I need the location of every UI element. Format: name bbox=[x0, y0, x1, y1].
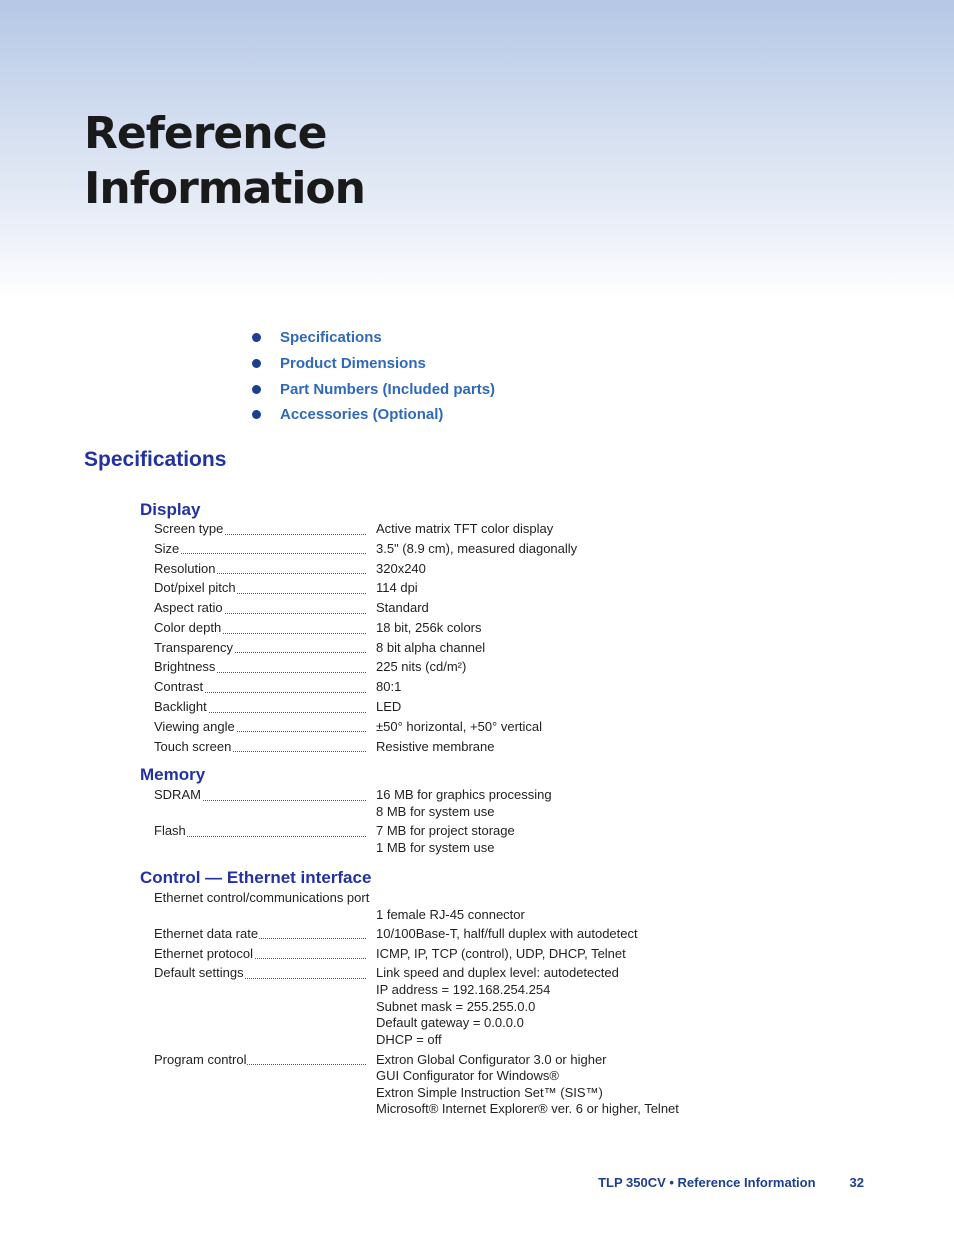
spec-value: 16 MB for graphics processing bbox=[376, 787, 552, 802]
toc-item bbox=[252, 325, 495, 351]
spec-row bbox=[154, 640, 774, 657]
display-spec-table bbox=[154, 521, 774, 755]
footer-text: TLP 350CV • Reference Information bbox=[598, 1175, 816, 1190]
spec-label: Transparency bbox=[154, 639, 233, 655]
spec-row bbox=[154, 907, 774, 924]
spec-value: Default gateway = 0.0.0.0 bbox=[376, 1015, 524, 1031]
toc-item bbox=[252, 402, 495, 428]
spec-row bbox=[154, 561, 774, 578]
spec-value: 320x240 bbox=[376, 560, 426, 576]
page-footer bbox=[598, 1175, 864, 1190]
toc-link-specifications[interactable]: Specifications bbox=[280, 329, 382, 347]
bullet-icon bbox=[252, 333, 261, 342]
section-heading-specifications: Specifications bbox=[84, 448, 227, 471]
spec-value: 7 MB for project storage bbox=[376, 823, 515, 839]
spec-row bbox=[154, 580, 774, 597]
spec-value: ±50° horizontal, +50° vertical bbox=[376, 718, 543, 734]
toc-link-accessories[interactable]: Accessories (Optional) bbox=[280, 406, 444, 424]
spec-label: Screen type bbox=[154, 521, 224, 536]
spec-label: Program control bbox=[154, 1051, 247, 1067]
spec-value: 80:1 bbox=[376, 679, 402, 695]
spec-value: Subnet mask = 255.255.0.0 bbox=[376, 998, 536, 1014]
spec-label: Contrast bbox=[154, 679, 204, 695]
spec-row bbox=[154, 823, 774, 856]
spec-row bbox=[154, 965, 774, 1048]
spec-label: Color depth bbox=[154, 619, 222, 635]
spec-label: Dot/pixel pitch bbox=[154, 580, 236, 596]
spec-row bbox=[154, 787, 774, 820]
spec-value: 1 MB for system use bbox=[376, 839, 495, 855]
spec-label: Aspect ratio bbox=[154, 600, 223, 616]
spec-value: 18 bit, 256k colors bbox=[376, 619, 482, 635]
port-label: Ethernet control/communications port bbox=[154, 890, 370, 905]
page-title-line2: Information bbox=[84, 163, 365, 214]
spec-row bbox=[154, 926, 774, 943]
spec-value: DHCP = off bbox=[376, 1031, 442, 1047]
port-value: 1 female RJ-45 connector bbox=[376, 906, 525, 922]
page-title-line1: Reference bbox=[84, 108, 327, 159]
memory-spec-table bbox=[154, 787, 774, 857]
subheading-memory: Memory bbox=[140, 765, 206, 784]
spec-label: Brightness bbox=[154, 659, 216, 675]
spec-row bbox=[154, 699, 774, 716]
spec-value: 114 dpi bbox=[376, 580, 418, 596]
spec-value: LED bbox=[376, 699, 402, 715]
subheading-control: Control — Ethernet interface bbox=[140, 868, 372, 887]
spec-value: ICMP, IP, TCP (control), UDP, DHCP, Telnet bbox=[376, 945, 626, 961]
bullet-icon bbox=[252, 410, 261, 419]
spec-value: Active matrix TFT color display bbox=[376, 521, 554, 536]
spec-value: Microsoft® Internet Explorer® ver. 6 or higher, Telnet bbox=[376, 1101, 679, 1117]
spec-row bbox=[154, 719, 774, 736]
spec-value: Extron Simple Instruction Set™ (SIS™) bbox=[376, 1084, 603, 1100]
spec-label: Ethernet data rate bbox=[154, 925, 259, 941]
spec-value: 3.5" (8.9 cm), measured diagonally bbox=[376, 540, 578, 556]
spec-row bbox=[154, 679, 774, 696]
spec-value: Resistive membrane bbox=[376, 738, 495, 754]
control-rows bbox=[154, 926, 774, 1118]
spec-value: 10/100Base-T, half/full duplex with autodetect bbox=[376, 925, 638, 941]
bullet-icon bbox=[252, 359, 261, 368]
control-spec-table bbox=[154, 890, 774, 1118]
spec-row bbox=[154, 521, 774, 538]
spec-label: Backlight bbox=[154, 699, 207, 715]
toc-link-part-numbers[interactable]: Part Numbers (Included parts) bbox=[280, 380, 496, 398]
bullet-icon bbox=[252, 385, 261, 394]
subheading-display: Display bbox=[140, 500, 201, 519]
spec-label: Resolution bbox=[154, 560, 216, 576]
toc-item bbox=[252, 376, 495, 402]
spec-value: Extron Global Configurator 3.0 or higher bbox=[376, 1051, 607, 1067]
spec-row bbox=[154, 600, 774, 617]
spec-value: Standard bbox=[376, 600, 429, 616]
spec-value: 8 bit alpha channel bbox=[376, 639, 486, 655]
page-title bbox=[84, 106, 365, 216]
spec-value: 225 nits (cd/m²) bbox=[376, 659, 467, 675]
spec-row bbox=[154, 541, 774, 558]
spec-value: GUI Configurator for Windows® bbox=[376, 1068, 559, 1084]
spec-label: Flash bbox=[154, 823, 186, 839]
spec-label: SDRAM bbox=[154, 787, 201, 802]
toc-list bbox=[252, 325, 495, 428]
toc-item bbox=[252, 351, 495, 377]
spec-value: IP address = 192.168.254.254 bbox=[376, 981, 551, 997]
spec-label: Viewing angle bbox=[154, 718, 235, 734]
page-number: 32 bbox=[849, 1175, 864, 1190]
spec-row bbox=[154, 946, 774, 963]
spec-label: Size bbox=[154, 540, 180, 556]
toc-link-product-dimensions[interactable]: Product Dimensions bbox=[280, 355, 426, 373]
spec-row bbox=[154, 1052, 774, 1118]
spec-row bbox=[154, 659, 774, 676]
spec-label: Ethernet protocol bbox=[154, 945, 254, 961]
spec-value: 8 MB for system use bbox=[376, 803, 495, 819]
spec-row bbox=[154, 739, 774, 756]
spec-label: Default settings bbox=[154, 965, 244, 981]
spec-row bbox=[154, 620, 774, 637]
spec-value: Link speed and duplex level: autodetected bbox=[376, 965, 619, 981]
spec-label: Touch screen bbox=[154, 738, 232, 754]
